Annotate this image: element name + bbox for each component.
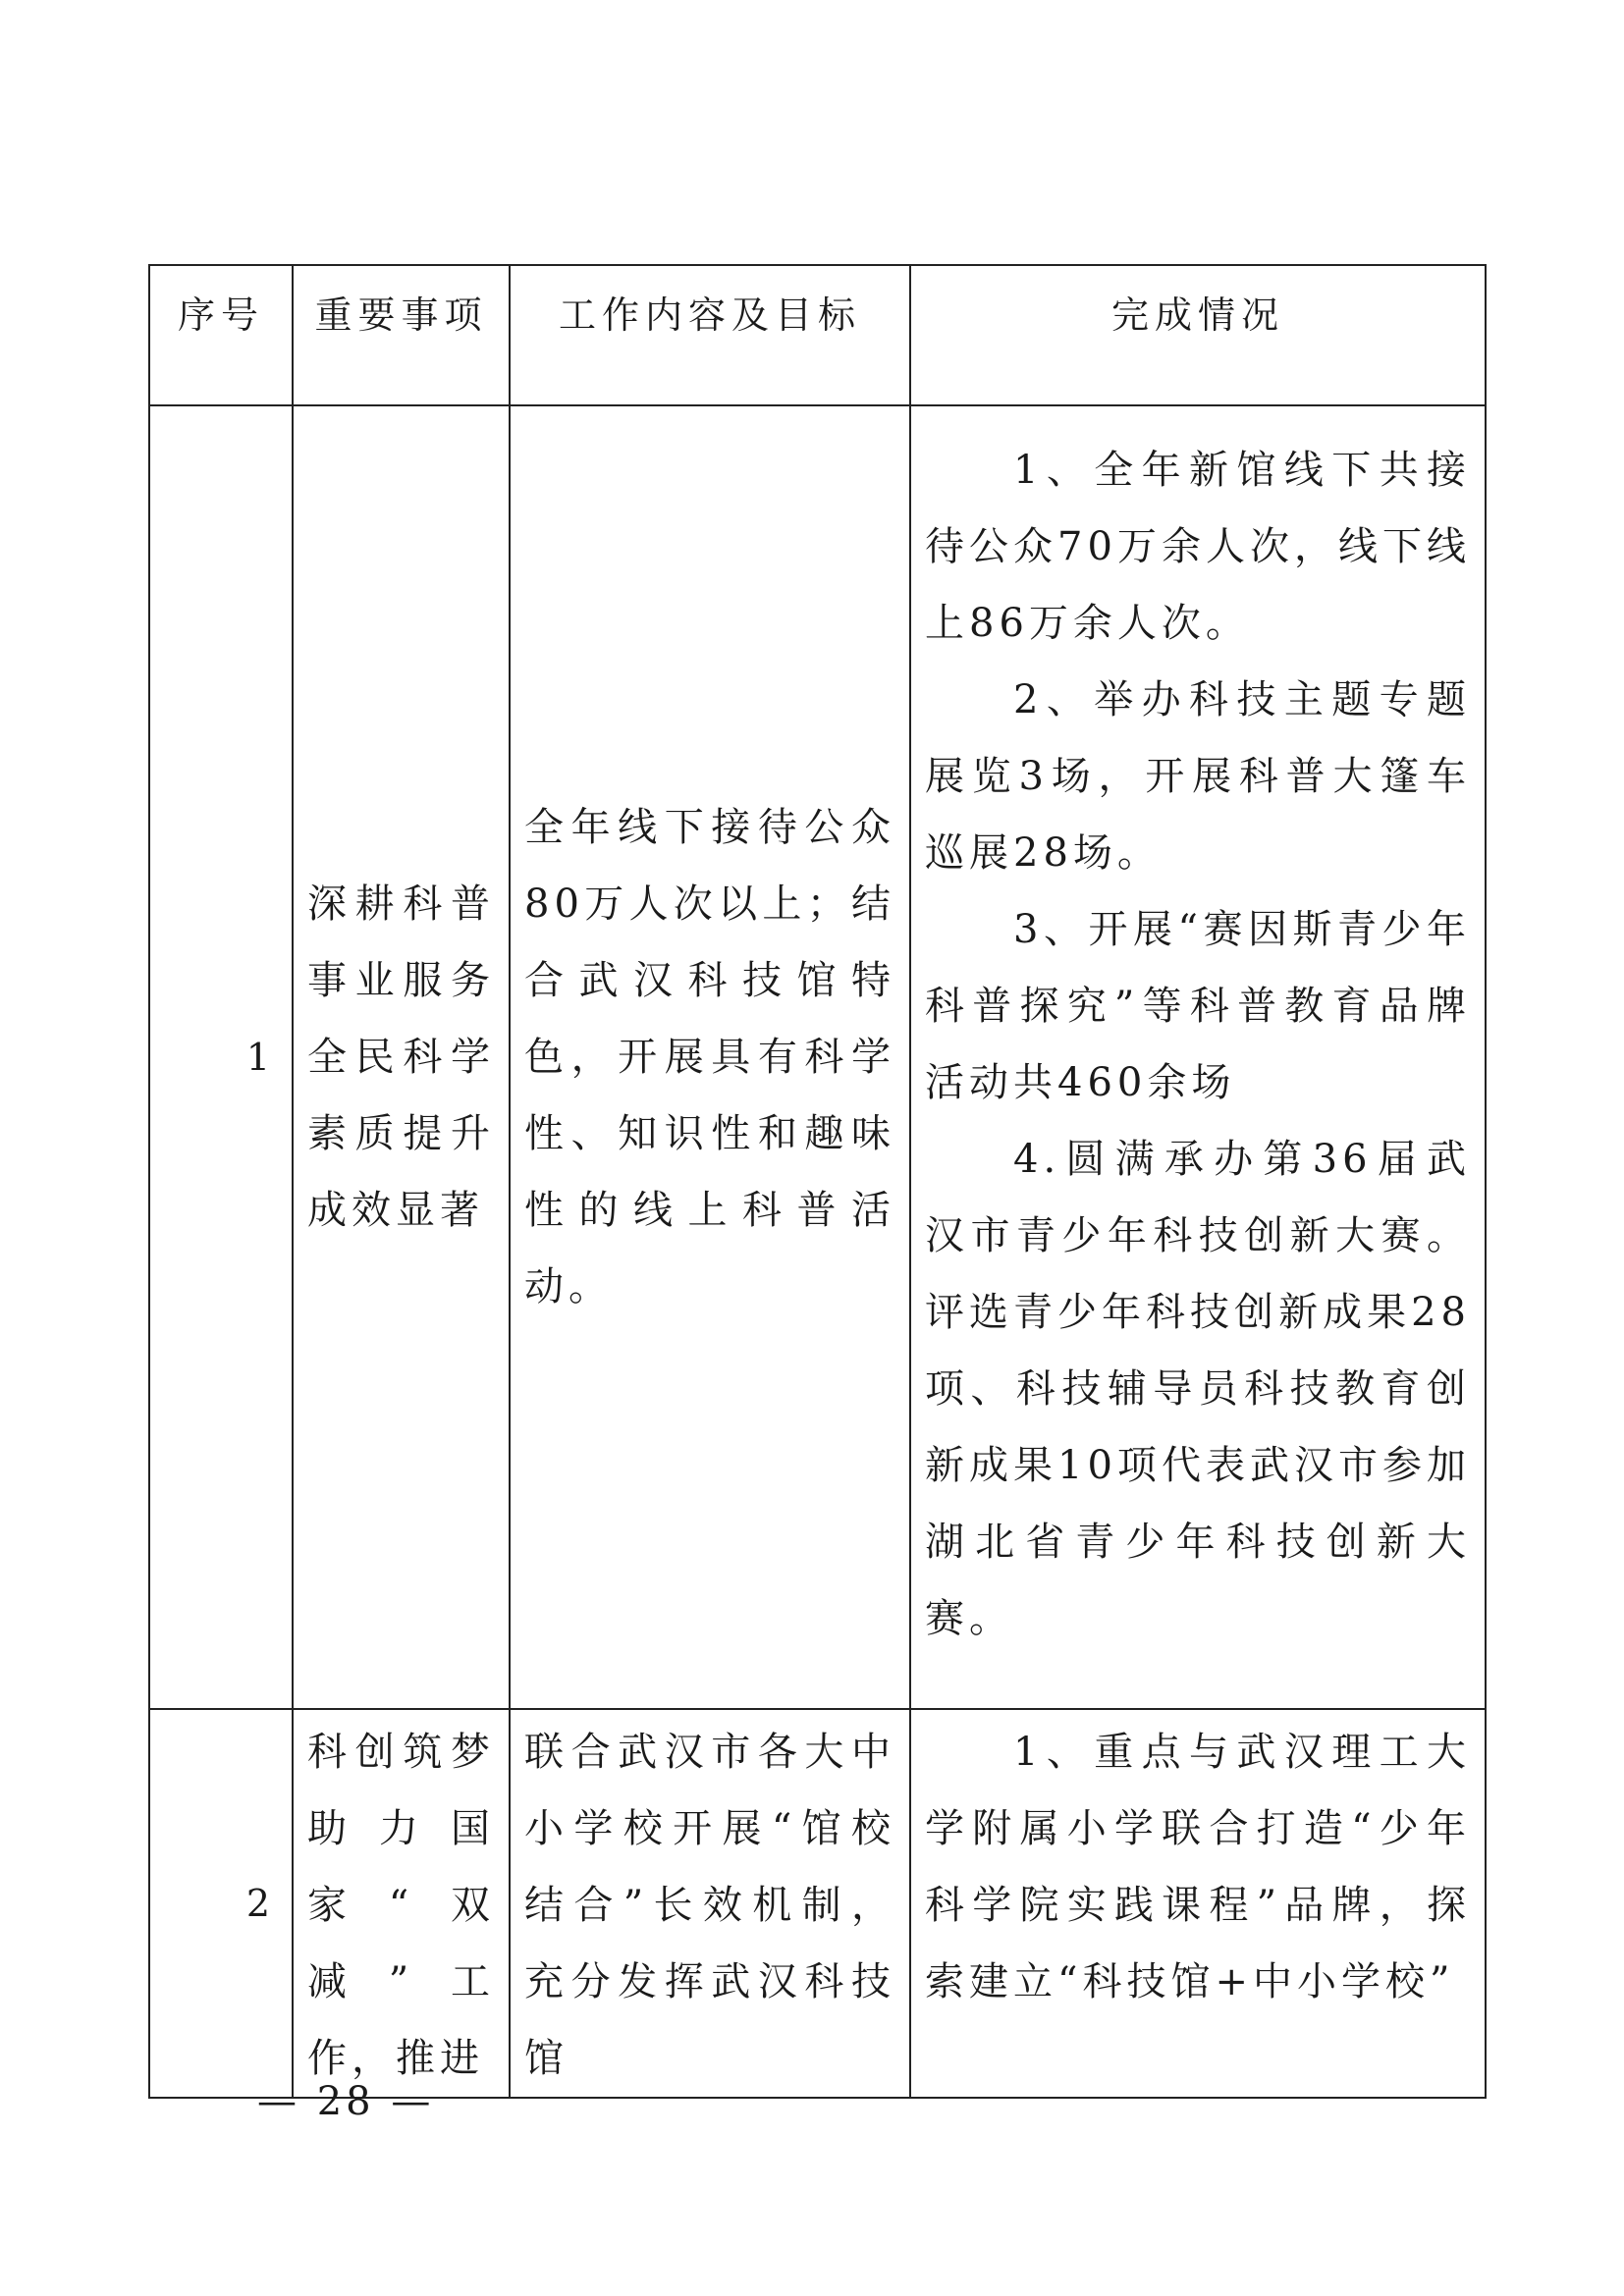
header-content: 工作内容及目标 <box>510 265 910 405</box>
status-item: 3、开展“赛因斯青少年科普探究”等科普教育品牌活动共460余场 <box>925 907 1471 1105</box>
row-number: 1 <box>149 405 293 1709</box>
table-row <box>149 1709 1486 2098</box>
table-header-row <box>149 265 1486 405</box>
page-number: — 28 — <box>257 2079 435 2124</box>
row-number: 2 <box>149 1709 293 2098</box>
status-item: 4.圆满承办第36届武汉市青少年科技创新大赛。评选青少年科技创新成果28项、科技辅导员科技教育创新成果10项代表武汉市参加湖北省青少年科技创新大赛。 <box>925 1137 1471 1641</box>
header-number: 序号 <box>149 265 293 405</box>
status-item: 1、重点与武汉理工大学附属小学联合打造“少年科学院实践课程”品牌，探索建立“科技馆+中小学校” <box>925 1730 1471 2004</box>
work-table <box>148 264 1487 2099</box>
header-status: 完成情况 <box>910 265 1486 405</box>
row-content: 联合武汉市各大中小学校开展“馆校结合”长效机制，充分发挥武汉科技馆 <box>510 1709 910 2098</box>
header-matter: 重要事项 <box>293 265 510 405</box>
status-item: 1、全年新馆线下共接待公众70万余人次，线下线上86万余人次。 <box>925 448 1471 646</box>
row-content: 全年线下接待公众80万人次以上；结合武汉科技馆特色，开展具有科学性、知识性和趣味性的线上科普活动。 <box>510 405 910 1709</box>
row-status <box>910 1709 1486 2098</box>
row-status <box>910 405 1486 1709</box>
status-item: 2、举办科技主题专题展览3场，开展科普大篷车巡展28场。 <box>925 677 1471 876</box>
row-matter: 科创筑梦助力国家“双减”工作，推进 <box>293 1709 510 2098</box>
row-matter: 深耕科普事业服务全民科学素质提升成效显著 <box>293 405 510 1709</box>
table-row <box>149 405 1486 1709</box>
